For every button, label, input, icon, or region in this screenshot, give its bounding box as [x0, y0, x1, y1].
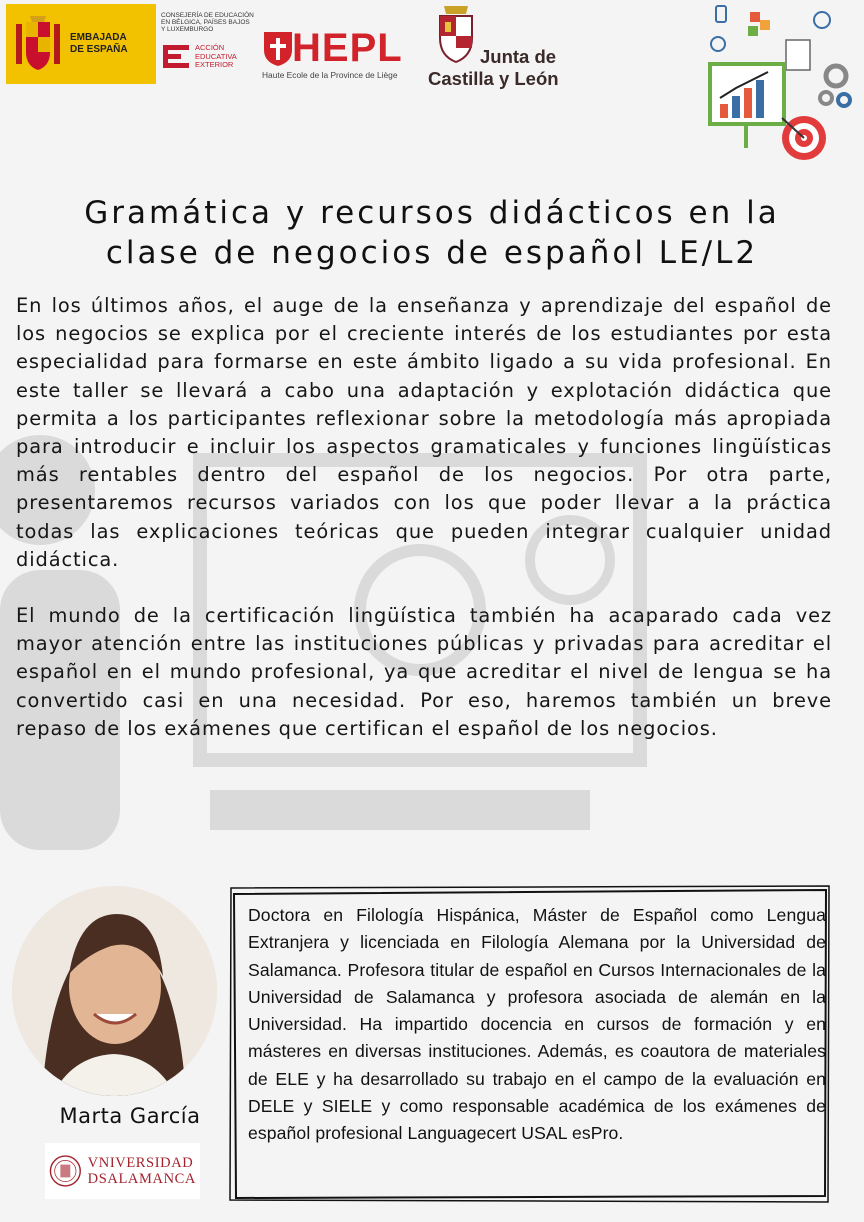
description-paragraph: El mundo de la certificación lingüística también ha acaparado cada vez mayor atención entre las instituciones públicas y privadas para acreditar el español en el mundo profesional, ya que acreditar el nivel de lengua se ha convertido casi en una necesidad. Por eso, haremos también un breve repaso de los exámenes que certifican el español de los negocios.	[16, 604, 832, 740]
usal-seal-icon	[49, 1148, 82, 1194]
globe-icon	[711, 37, 725, 51]
speaker-name: Marta García	[59, 1104, 201, 1128]
hepl-logo: HEPL Haute Ecole de la Province de Liège	[262, 26, 403, 80]
lightbulb-icon	[814, 12, 830, 28]
phone-icon	[716, 6, 726, 22]
universidad-salamanca-logo: VNIVERSIDAD DSALAMANCA	[45, 1143, 200, 1199]
embajada-text: EMBAJADA DE ESPAÑA	[70, 32, 128, 55]
consejeria-educacion-logo: CONSEJERÍA DE EDUCACIÓN EN BÉLGICA, PAÍSES BAJOS Y LUXEMBURGO ACCIÓN EDUCATIVA EXTERIOR	[161, 12, 254, 70]
target-icon	[782, 116, 826, 160]
clipboard-icon	[786, 40, 810, 70]
workshop-description	[16, 292, 832, 743]
embajada-espana-logo	[6, 4, 156, 84]
puzzle-icon	[748, 12, 770, 36]
hepl-emblem-icon	[262, 28, 296, 68]
gear-icon	[820, 66, 850, 106]
description-paragraph: En los últimos años, el auge de la enseñanza y aprendizaje del español de los negocios se explica por el creciente interés de los estudiantes por esta especialidad para formarse en este ámbito ligado a su vida profesional. En este taller se llevará a cabo una adaptación y explotación didáctica que permita a los participantes reflexionar sobre la metodología más apropiada para introducir e incluir los aspectos gramaticales y funciones lingüísticas más rentables dentro del español de los negocios. Por otra parte, presentaremos recursos variados con los que poder llevar a la práctica todas las explicaciones teóricas que pueden integrar cualquier unidad didáctica.	[16, 294, 832, 571]
speaker-bio: Doctora en Filología Hispánica, Máster de Español como Lengua Extranjera y licenciada en Filología Alemana por la Universidad de Salamanca. Profesora titular de español en Cursos Internacionales de la Universidad de Salamanca y profesora asociada de alemán en la Universidad. Ha impartido docencia en cursos de formación y en másteres en diversas instituciones. Además, es coautora de materiales de ELE y ha desarrollado su trabajo en el campo de la evaluación en DELE y SIELE y como responsable académica de los exámenes de español profesional Languagecert USAL esPro.	[248, 905, 826, 1144]
junta-castilla-leon-logo: Junta de Castilla y León	[428, 4, 578, 88]
accion-educativa-icon	[161, 43, 191, 71]
speaker-portrait	[12, 886, 217, 1096]
coat-of-arms-icon	[12, 14, 64, 74]
page-title: Gramática y recursos didácticos en la clase de negocios de español LE/L2	[84, 195, 780, 271]
speaker-photo	[12, 886, 217, 1096]
business-chart-illustration	[700, 0, 864, 170]
